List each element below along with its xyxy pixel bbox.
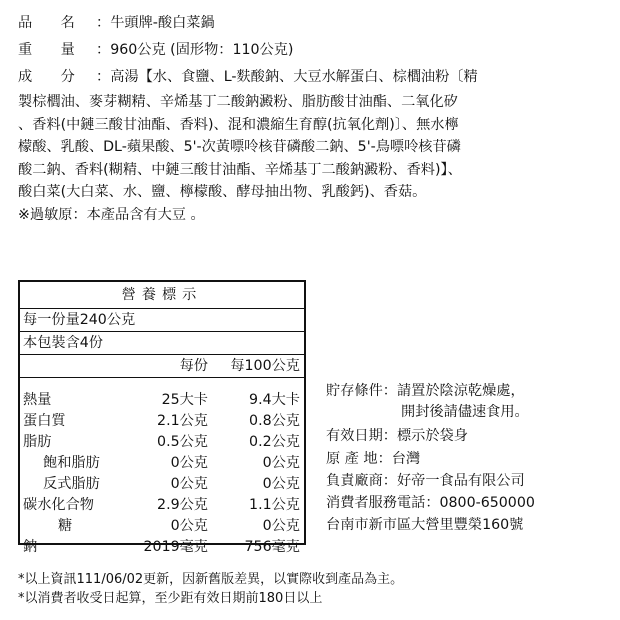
nutrient-name: 糖 — [58, 518, 73, 534]
nutrient-per-serving: 0公克 — [170, 476, 208, 492]
nutrient-name: 反式脂肪 — [43, 476, 100, 492]
nutrient-per-serving: 0公克 — [170, 518, 208, 534]
nutrient-per-100g: 756毫克 — [244, 539, 300, 555]
product-weight-line: 重 量 ：960公克 (固形物：110公克) — [18, 39, 293, 61]
nutrient-name: 飽和脂肪 — [43, 455, 100, 471]
nutrient-name: 熱量 — [23, 392, 52, 408]
product-weight-value: 960公克 (固形物：110公克) — [110, 42, 294, 58]
nutrient-per-serving: 25大卡 — [161, 392, 208, 408]
product-name-line: 品 名 ：牛頭牌-酸白菜鍋 — [18, 12, 215, 34]
nutrition-row — [20, 411, 304, 432]
nutrient-per-serving: 2.9公克 — [157, 497, 208, 513]
ingredients-line: 酸二鈉、香料(糊精、中鏈三酸甘油酯、辛烯基丁二酸鈉澱粉、香料)】、 — [18, 161, 462, 178]
ingredients-line: 酸白菜(大白菜、水、鹽、檸檬酸、酵母抽出物、乳酸鈣)、香菇。 — [18, 184, 427, 200]
product-name-label: 品 名 — [18, 15, 75, 31]
ingredients-line: 高湯【水、食鹽、L-麩酸鈉、大豆水解蛋白、棕櫚油粉〔精 — [110, 69, 478, 85]
nutrient-per-100g: 1.1公克 — [249, 497, 300, 513]
nutrient-per-serving: 2.1公克 — [157, 413, 208, 429]
nutrient-name: 脂肪 — [23, 434, 52, 450]
nutrition-row — [20, 495, 304, 516]
col-per-serving: 每份 — [179, 358, 208, 374]
nutrient-per-100g: 0.2公克 — [249, 434, 300, 450]
serving-size: 每一份量240公克 — [20, 309, 304, 332]
nutrition-row — [20, 516, 304, 537]
ingredients-first-line: 成 分 ：高湯【水、食鹽、L-麩酸鈉、大豆水解蛋白、棕櫚油粉〔精 — [18, 66, 478, 88]
nutrient-per-100g: 0公克 — [262, 455, 300, 471]
manufacturer-address: 台南市新市區大營里豐榮160號 — [326, 517, 524, 533]
nutrition-rows — [20, 390, 304, 558]
nutrition-row — [20, 453, 304, 474]
nutrient-per-serving: 0公克 — [170, 455, 208, 471]
col-per-100g: 每100公克 — [230, 358, 300, 374]
servings-per-package: 本包裝含4份 — [20, 332, 304, 355]
ingredients-label: 成 分 — [18, 69, 75, 85]
product-name-value: 牛頭牌-酸白菜鍋 — [110, 15, 215, 31]
nutrient-per-serving: 0.5公克 — [157, 434, 208, 450]
nutrition-facts-table — [18, 280, 306, 555]
ingredients-line: 檬酸、乳酸、DL-蘋果酸、5'-次黃嘌呤核苷磷酸二鈉、5'-鳥嘌呤核苷磷 — [18, 139, 461, 155]
product-weight-label: 重 量 — [18, 42, 75, 58]
ingredients-line: 、香料(中鏈三酸甘油酯、香料)、混和濃縮生育醇(抗氧化劑)〕、無水檸 — [18, 116, 459, 133]
nutrient-per-serving: 2019毫克 — [143, 539, 208, 555]
nutrient-name: 碳水化合物 — [23, 497, 94, 513]
nutrition-row — [20, 537, 304, 558]
nutrient-per-100g: 0公克 — [262, 518, 300, 534]
footnote: *以上資訊111/06/02更新，因新舊版差異，以實際收到產品為主。 — [18, 572, 404, 587]
storage-condition: 貯存條件：請置於陰涼乾燥處， — [326, 383, 525, 399]
ingredients-line: 製棕櫚油、麥芽糊精、辛烯基丁二酸鈉澱粉、脂肪酸甘油酯、二氧化矽 — [18, 94, 458, 110]
nutrient-per-100g: 0公克 — [262, 476, 300, 492]
storage-condition-2: 開封後請儘速食用。 — [401, 404, 529, 420]
service-hotline: 消費者服務電話：0800-650000 — [326, 495, 535, 511]
nutrition-row — [20, 432, 304, 453]
nutrition-title: 營養標示 — [20, 282, 304, 309]
nutrient-name: 鈉 — [23, 539, 38, 555]
allergen-note: ※過敏原：本產品含有大豆 。 — [18, 206, 205, 223]
nutrient-per-100g: 0.8公克 — [249, 413, 300, 429]
expiry-date: 有效日期：標示於袋身 — [326, 428, 468, 444]
footnote: *以消費者收受日起算，至少距有效日期前180日以上 — [18, 591, 323, 606]
nutrient-per-100g: 9.4大卡 — [249, 392, 300, 408]
nutrition-row — [20, 474, 304, 495]
ingredients-text — [18, 91, 608, 226]
manufacturer: 負責廠商：好帝一食品有限公司 — [326, 473, 525, 489]
nutrition-column-header — [20, 355, 304, 378]
nutrition-row — [20, 390, 304, 411]
origin: 原 產 地：台灣 — [326, 451, 421, 467]
nutrient-name: 蛋白質 — [23, 413, 66, 429]
